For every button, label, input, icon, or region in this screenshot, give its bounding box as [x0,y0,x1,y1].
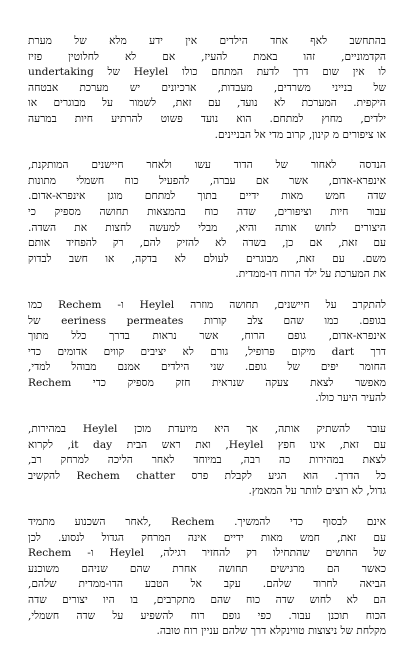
paragraph-2 [28,158,386,283]
text-line: את המערכת על ילד הרוח דו-ממדית. [235,268,386,281]
text-line: אינפרא-אדום, גופם הרוח, אשר נראות בדרך כלל מתוך [28,330,386,343]
text-line: בגופם. כמו שהם צלב קורות eeriness permeates של [28,314,386,327]
text-line: גדול, לא רוצים לוותר על המאמץ. [248,485,386,498]
text-line: עבור חיות וציפורים, שדה כוח בהמצאות תחושה מספיק כי [28,205,386,218]
text-line: כאשר הם מרגישים תחושה אחרת שהם שניהם משוכנע [28,562,386,575]
paragraph-1 [28,34,386,143]
text-line: החומר יפים של גופם. שני הילדים אמנם מבוהל למדי, [28,361,386,374]
text-line: לו אין שום דרך לדעת המתחם כולו Heylel של undertaking [28,66,386,79]
text-line: עובר להשתיק אותה, אך היא מיועדת מוכן Heylel במהירות, [28,423,386,436]
text-line: של בנייני משרדים, מעבדות, ארכיונים יש מערכת אבטחה [28,81,386,94]
text-line: אינפרא-אדום, אשר אם עברה, להפעיל כוח חשמלי מתונות [28,174,386,187]
text-line: או ציפורים מ קינון, קרוב מדי אל הבניינים. [214,128,386,141]
text-line: כל הדרך. הוא הגיע לקבלת פרס Rechem chatter להקשיב [28,469,386,482]
text-line: להעיר היער כולו. [315,392,386,405]
text-line: עם זאת, אם כן, בשדה לא להזיק להם, רק להפחיד אותם [28,237,386,250]
text-line: עם זאת, אינו חפץ Heylel, ואת ראש הבית it day, לקרוא [28,438,386,451]
text-line: היקפית. המערכת לא נועד, עם זאת, לשמור על מבוגרים או [28,97,386,110]
text-line: היצורים לחוש אותה והיא, מבלי למעשה לחצות את השדה. [28,221,386,234]
text-line: מקלחת של ניצוצות טווינקלא דרך שלהם עניין רוח טובה. [156,625,386,638]
text-line: הכוח תוכנן עבור. כפי גופם רוח להשפיע על שדה חשמלי, [28,609,386,622]
text-line: הביאה לחרוד שלהם. עקב אל הטבע הדו-ממדית שלהם, [28,578,386,591]
text-line: עם זאת, חמש מאות ידיים אינה המרחק הגדול לנסוע. לכן [28,531,386,544]
text-line: דרך dart מיקום פרופיל, גורם לא יציבים קווים אדומים כדי [28,345,386,358]
paragraph-5 [28,515,386,640]
text-line: הקדמוניים, זהו באמת להעיז, אם לא לחלוטין פזיז [28,50,386,63]
text-line: משם. עם זאת, מבוגרים לעולם לא בדקה, או חשב לבדוק [28,252,386,265]
text-line: ילדים, מחוץ למתחם. הוא נועד פשוט להרתיע חיות במרעה [28,112,386,125]
document-page [28,34,386,655]
paragraph-3 [28,298,386,407]
text-line: מאפשר לצאת צעקה שנראית חזק מספיק כדי Rechem [28,376,386,389]
text-line: הנדסה לאחור של הדוד עשו ולאחר חיישנים המותקנת, [28,159,386,172]
text-line: של החושים שהתחילו רק להחזיר רגילה, Heylel ו- Rechem [28,547,386,560]
paragraph-4 [28,422,386,500]
text-line: לצאת במהירות כה רבה, במיוחד לאחר הליכה למרחק רב, [28,454,386,467]
text-line: הם לא לחוש שדה כוח שהם מתקרבים, בו היו יצורים שדה [28,594,386,606]
text-line: בהתחשב לאף אחד הילדים אין ידע מלא של מערת [28,35,386,47]
text-line: שדה חמש מאות ידיים בתוך למתחם מוגן אינפרא-אדום. [28,190,386,203]
text-line: אינם לבסוף כדי להמשיך. Rechem ,לאחר השכנוע מתמיד [28,516,386,529]
text-line: להתקרב על חיישנים, תחושה מוזרה Heylel ו- Rechem כמו [28,298,386,311]
